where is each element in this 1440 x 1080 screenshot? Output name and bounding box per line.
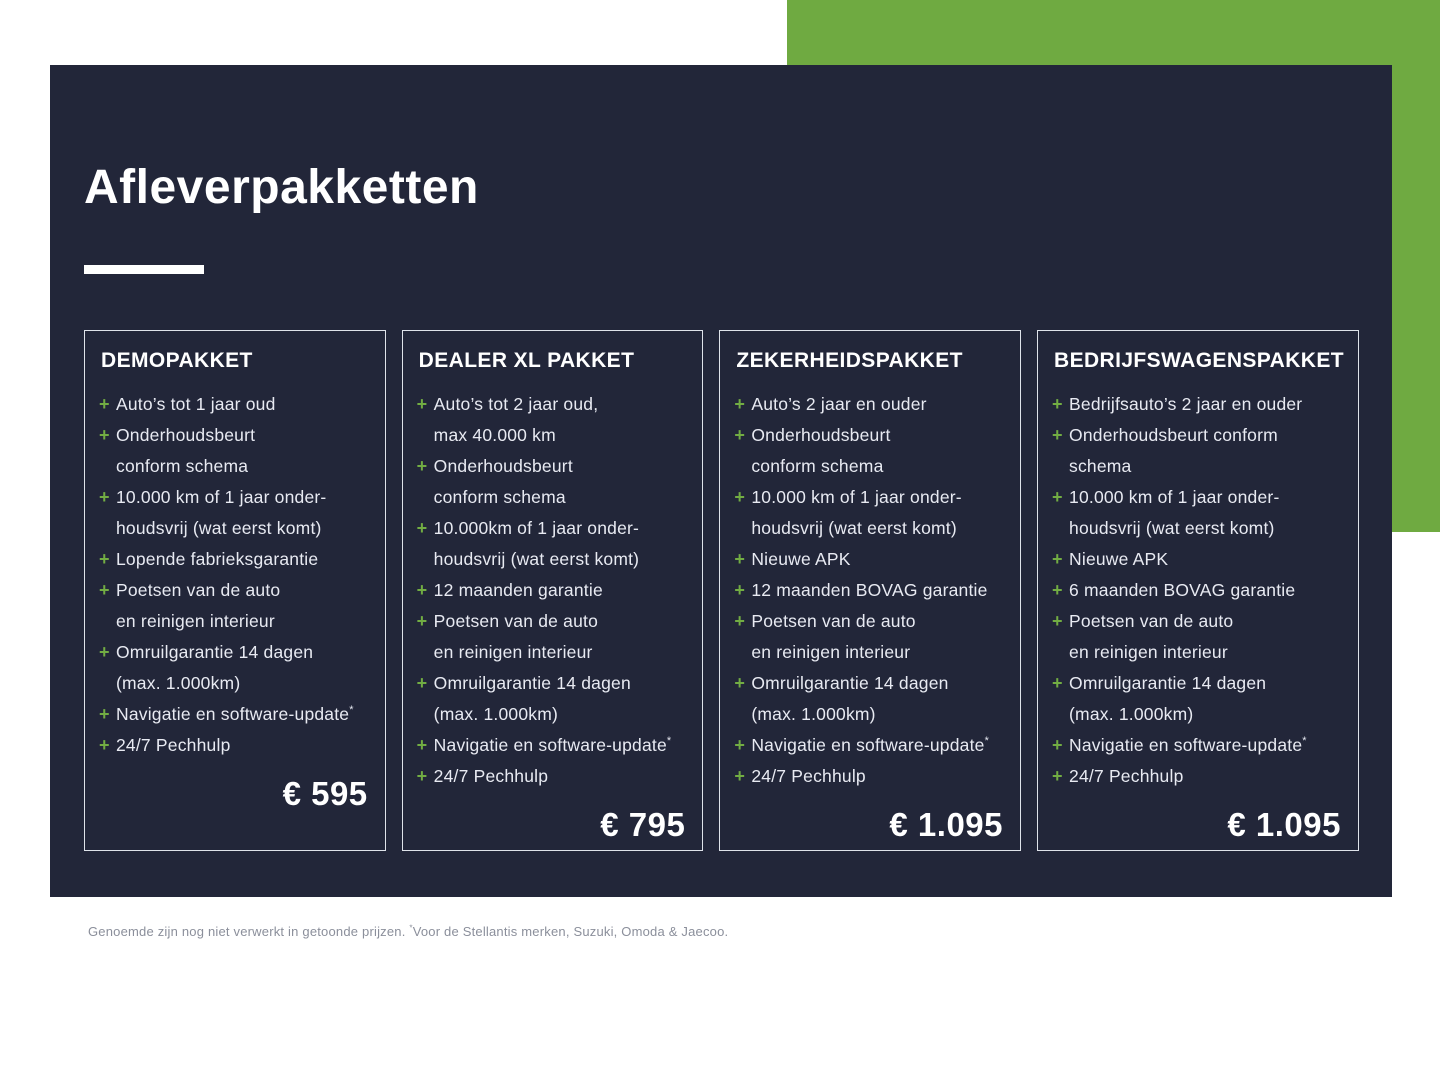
feature-text: Nieuwe APK bbox=[751, 549, 851, 569]
feature-line bbox=[1052, 730, 1344, 761]
plus-icon: + bbox=[416, 611, 428, 631]
feature-text: Navigatie en software-update* bbox=[1069, 735, 1307, 755]
feature-text: Lopende fabrieksgarantie bbox=[116, 549, 319, 569]
plus-icon: + bbox=[734, 580, 745, 600]
footnote-marker: * bbox=[349, 704, 354, 717]
feature-text: houdsvrij (wat eerst komt) bbox=[1069, 518, 1275, 538]
feature-text: houdsvrij (wat eerst komt) bbox=[116, 518, 322, 538]
feature-line bbox=[734, 606, 1006, 637]
feature-line bbox=[417, 761, 689, 792]
plus-icon: + bbox=[1052, 394, 1063, 414]
feature-text: Poetsen van de auto bbox=[751, 611, 916, 631]
feature-line bbox=[417, 668, 689, 699]
feature-text: houdsvrij (wat eerst komt) bbox=[433, 549, 640, 569]
feature-text: Onderhoudsbeurt conform bbox=[1069, 425, 1278, 445]
plus-icon: + bbox=[1052, 673, 1063, 693]
plus-icon: + bbox=[416, 735, 428, 755]
feature-line bbox=[417, 451, 689, 482]
feature-text: Poetsen van de auto bbox=[1069, 611, 1234, 631]
footnote-marker: * bbox=[666, 735, 672, 748]
feature-line bbox=[417, 420, 689, 451]
title-underline bbox=[84, 265, 204, 274]
feature-line bbox=[1052, 606, 1344, 637]
footnote-asterisk: * bbox=[409, 923, 413, 933]
feature-line bbox=[734, 575, 1006, 606]
plus-icon: + bbox=[1052, 611, 1063, 631]
feature-text: Auto’s tot 1 jaar oud bbox=[116, 394, 276, 414]
feature-text: conform schema bbox=[433, 487, 566, 507]
feature-text: Poetsen van de auto bbox=[116, 580, 281, 600]
feature-text: en reinigen interieur bbox=[433, 642, 593, 662]
package-title: DEALER XL PAKKET bbox=[418, 349, 635, 372]
feature-line bbox=[734, 389, 1006, 420]
feature-line bbox=[99, 451, 371, 482]
plus-icon: + bbox=[416, 580, 428, 600]
footnote bbox=[88, 924, 728, 939]
feature-line bbox=[99, 420, 371, 451]
feature-line bbox=[734, 420, 1006, 451]
feature-text: en reinigen interieur bbox=[751, 642, 911, 662]
feature-text: conform schema bbox=[751, 456, 884, 476]
feature-text: conform schema bbox=[116, 456, 249, 476]
plus-icon: + bbox=[1052, 487, 1063, 507]
plus-icon: + bbox=[99, 549, 110, 569]
feature-line bbox=[417, 730, 689, 761]
feature-text: Navigatie en software-update* bbox=[433, 735, 672, 755]
feature-text: en reinigen interieur bbox=[116, 611, 275, 631]
feature-line bbox=[99, 730, 371, 761]
footnote-text-1: Genoemde zijn nog niet verwerkt in getoonde prijzen. bbox=[88, 924, 410, 939]
packages-row bbox=[84, 330, 1359, 851]
package-title: DEMOPAKKET bbox=[101, 349, 253, 372]
feature-line bbox=[99, 699, 371, 730]
feature-line bbox=[734, 451, 1006, 482]
feature-list bbox=[734, 389, 1006, 792]
plus-icon: + bbox=[1052, 580, 1063, 600]
plus-icon: + bbox=[99, 735, 110, 755]
feature-list bbox=[99, 389, 371, 761]
feature-text: Bedrijfsauto’s 2 jaar en ouder bbox=[1069, 394, 1303, 414]
feature-line bbox=[1052, 668, 1344, 699]
plus-icon: + bbox=[416, 766, 428, 786]
feature-line bbox=[734, 544, 1006, 575]
feature-text: 6 maanden BOVAG garantie bbox=[1069, 580, 1296, 600]
feature-line bbox=[1052, 544, 1344, 575]
feature-line bbox=[1052, 451, 1344, 482]
feature-list bbox=[417, 389, 689, 792]
plus-icon: + bbox=[1052, 766, 1063, 786]
footnote-marker: * bbox=[984, 735, 990, 748]
plus-icon: + bbox=[99, 425, 110, 445]
package-price: € 1.095 bbox=[1227, 806, 1341, 843]
feature-text: Onderhoudsbeurt bbox=[433, 456, 573, 476]
feature-text: 24/7 Pechhulp bbox=[433, 766, 549, 786]
feature-text: 10.000 km of 1 jaar onder- bbox=[751, 487, 962, 507]
feature-text: Navigatie en software-update* bbox=[116, 704, 354, 724]
plus-icon: + bbox=[734, 673, 745, 693]
feature-line bbox=[1052, 699, 1344, 730]
feature-line bbox=[1052, 482, 1344, 513]
plus-icon: + bbox=[99, 642, 110, 662]
feature-line bbox=[99, 575, 371, 606]
feature-line bbox=[99, 544, 371, 575]
feature-text: Poetsen van de auto bbox=[433, 611, 599, 631]
feature-line bbox=[734, 513, 1006, 544]
feature-line bbox=[99, 606, 371, 637]
package-card bbox=[84, 330, 386, 851]
feature-line bbox=[99, 668, 371, 699]
feature-text: 24/7 Pechhulp bbox=[1069, 766, 1184, 786]
package-price: € 795 bbox=[600, 806, 686, 843]
plus-icon: + bbox=[1052, 425, 1063, 445]
feature-line bbox=[734, 637, 1006, 668]
feature-text: en reinigen interieur bbox=[1069, 642, 1228, 662]
package-price: € 1.095 bbox=[889, 806, 1004, 843]
feature-line bbox=[417, 389, 689, 420]
feature-text: Auto’s 2 jaar en ouder bbox=[751, 394, 927, 414]
feature-text: Omruilgarantie 14 dagen bbox=[1069, 673, 1267, 693]
feature-line bbox=[734, 482, 1006, 513]
feature-line bbox=[1052, 513, 1344, 544]
package-title: ZEKERHEIDSPAKKET bbox=[736, 349, 963, 372]
feature-text: (max. 1.000km) bbox=[751, 704, 876, 724]
packages-panel bbox=[50, 65, 1392, 897]
feature-line bbox=[417, 699, 689, 730]
package-price: € 595 bbox=[282, 775, 368, 812]
feature-line bbox=[99, 637, 371, 668]
feature-text: Omruilgarantie 14 dagen bbox=[751, 673, 949, 693]
package-card bbox=[719, 330, 1021, 851]
feature-line bbox=[417, 637, 689, 668]
feature-text: max 40.000 km bbox=[433, 425, 556, 445]
feature-text: 12 maanden garantie bbox=[433, 580, 603, 600]
feature-line bbox=[1052, 389, 1344, 420]
plus-icon: + bbox=[416, 518, 428, 538]
feature-text: Navigatie en software-update* bbox=[751, 735, 990, 755]
feature-text: Omruilgarantie 14 dagen bbox=[116, 642, 314, 662]
feature-line bbox=[1052, 420, 1344, 451]
feature-line bbox=[417, 606, 689, 637]
feature-line bbox=[417, 513, 689, 544]
feature-text: (max. 1.000km) bbox=[433, 704, 559, 724]
feature-line bbox=[99, 389, 371, 420]
plus-icon: + bbox=[734, 549, 745, 569]
feature-line bbox=[417, 575, 689, 606]
feature-text: 10.000km of 1 jaar onder- bbox=[433, 518, 640, 538]
page-title: Afleverpakketten bbox=[84, 161, 479, 214]
feature-text: 24/7 Pechhulp bbox=[116, 735, 231, 755]
feature-text: houdsvrij (wat eerst komt) bbox=[751, 518, 957, 538]
footnote-text-2: Voor de Stellantis merken, Suzuki, Omoda & Jaecoo. bbox=[412, 924, 729, 939]
plus-icon: + bbox=[416, 394, 428, 414]
package-title: BEDRIJFSWAGENSPAKKET bbox=[1054, 349, 1344, 372]
plus-icon: + bbox=[99, 580, 110, 600]
feature-line bbox=[99, 513, 371, 544]
feature-text: Omruilgarantie 14 dagen bbox=[433, 673, 631, 693]
feature-line bbox=[734, 699, 1006, 730]
plus-icon: + bbox=[1052, 735, 1063, 755]
footnote-marker: * bbox=[1302, 735, 1307, 748]
feature-list bbox=[1052, 389, 1344, 792]
plus-icon: + bbox=[734, 425, 745, 445]
plus-icon: + bbox=[734, 611, 745, 631]
plus-icon: + bbox=[99, 487, 110, 507]
feature-line bbox=[1052, 575, 1344, 606]
plus-icon: + bbox=[416, 456, 428, 476]
feature-line bbox=[1052, 637, 1344, 668]
feature-text: 12 maanden BOVAG garantie bbox=[751, 580, 988, 600]
plus-icon: + bbox=[734, 487, 745, 507]
feature-line bbox=[99, 482, 371, 513]
package-card bbox=[402, 330, 704, 851]
feature-text: schema bbox=[1069, 456, 1132, 476]
feature-line bbox=[1052, 761, 1344, 792]
feature-text: (max. 1.000km) bbox=[116, 673, 241, 693]
feature-text: 10.000 km of 1 jaar onder- bbox=[116, 487, 327, 507]
feature-text: Onderhoudsbeurt bbox=[116, 425, 256, 445]
feature-text: Nieuwe APK bbox=[1069, 549, 1169, 569]
feature-line bbox=[417, 544, 689, 575]
plus-icon: + bbox=[99, 704, 110, 724]
plus-icon: + bbox=[734, 394, 745, 414]
feature-text: 24/7 Pechhulp bbox=[751, 766, 866, 786]
feature-text: (max. 1.000km) bbox=[1069, 704, 1194, 724]
feature-line bbox=[734, 668, 1006, 699]
feature-text: Onderhoudsbeurt bbox=[751, 425, 891, 445]
feature-text: Auto’s tot 2 jaar oud, bbox=[433, 394, 599, 414]
plus-icon: + bbox=[1052, 549, 1063, 569]
package-card bbox=[1037, 330, 1359, 851]
plus-icon: + bbox=[734, 766, 745, 786]
feature-line bbox=[734, 730, 1006, 761]
feature-line bbox=[734, 761, 1006, 792]
feature-text: 10.000 km of 1 jaar onder- bbox=[1069, 487, 1280, 507]
feature-line bbox=[417, 482, 689, 513]
plus-icon: + bbox=[734, 735, 745, 755]
plus-icon: + bbox=[416, 673, 428, 693]
plus-icon: + bbox=[99, 394, 110, 414]
